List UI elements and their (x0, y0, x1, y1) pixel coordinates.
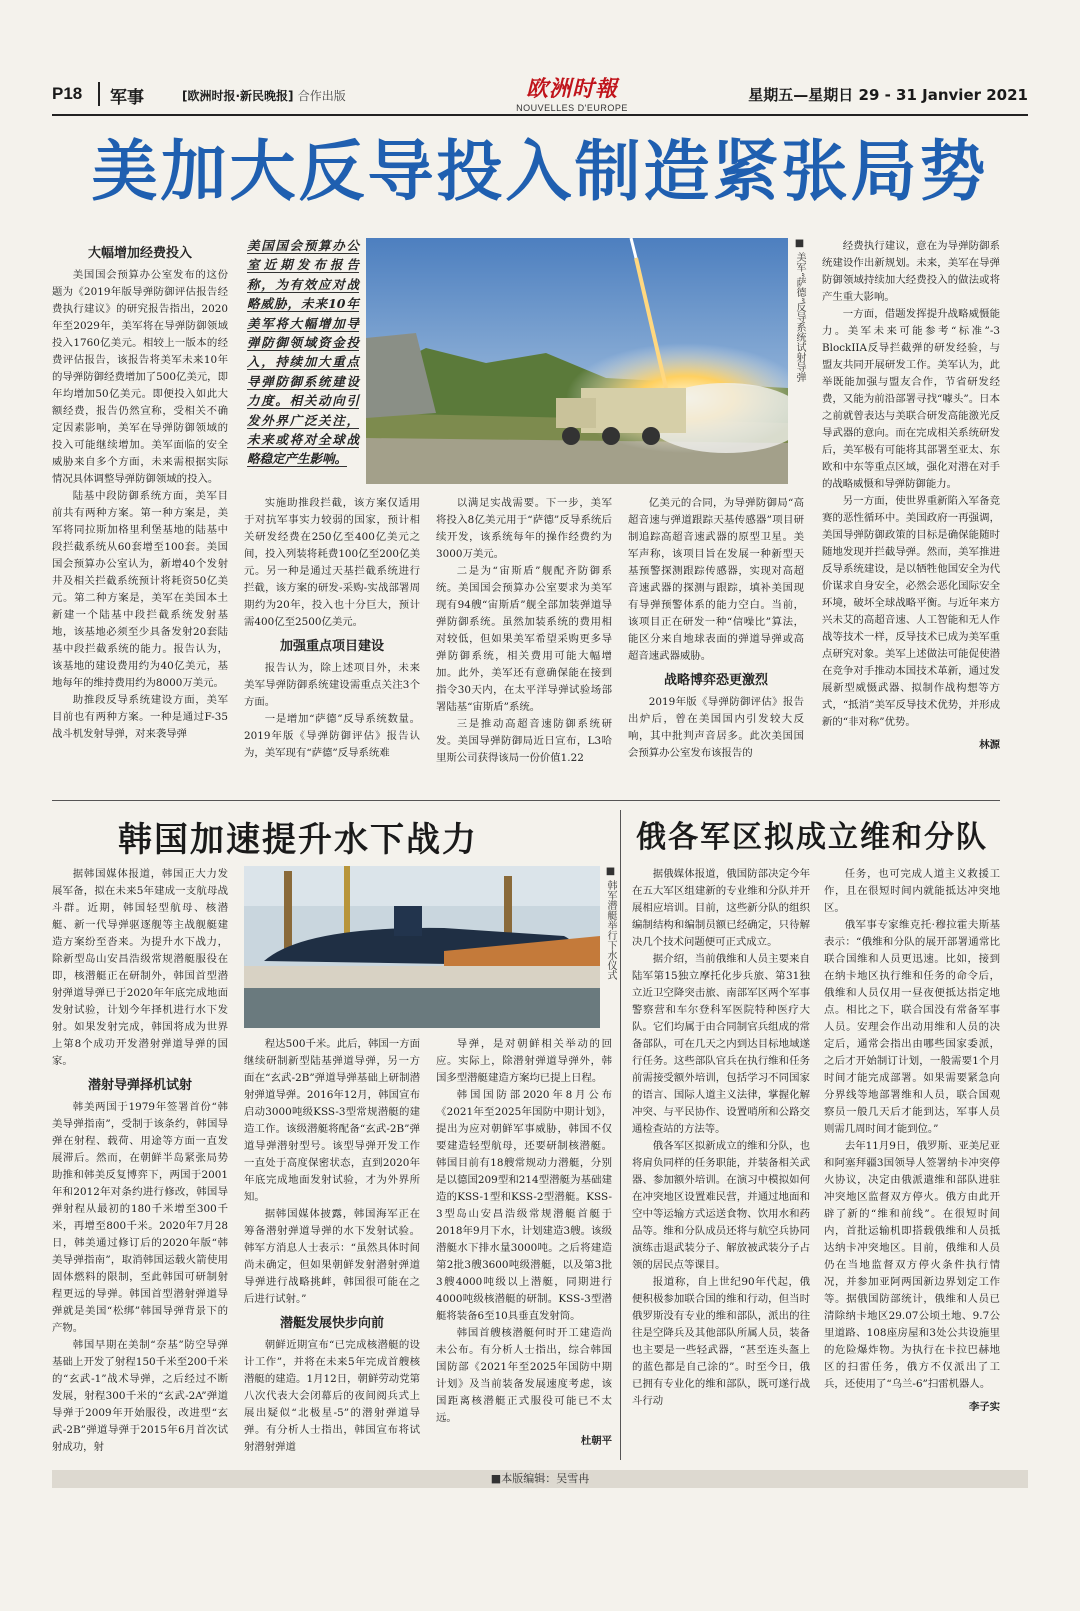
paragraph: 助推段反导系统建设方面，美军目前也有两种方案。一种是通过F-35战斗机发射导弹，对来袭导弹 (52, 694, 228, 740)
article3-column-1 (632, 866, 810, 1458)
paragraph: 一是增加“萨德”反导系统数量。2019年版《导弹防御评估》报告认为，美军现有“萨德”反导系统难 (244, 713, 420, 759)
article3-author: 李子实 (968, 1401, 1000, 1413)
article1-subhead-1: 大幅增加经费投入 (87, 246, 192, 261)
article2-photo-caption: ■ 韩军潜艇举行下水仪式 (605, 866, 616, 981)
paragraph: 俄各军区拟新成立的维和分队，也将肩负同样的任务职能，并装备相关武器、参加额外培训。在演习中模拟如何在冲突地区设置难民营，并通过地面和空中等运输方式运送食物、饮用水和药品等。维和分队成员还将与航空兵协同演练击退武装分子、解放被武装分子占领的居民点等课目。 (632, 1140, 810, 1271)
article1-column-1 (52, 238, 228, 790)
paragraph: 亿美元的合同，为导弹防御局“高超音速与弹道跟踪天基传感器”项目研制追踪高超音速武器的原型卫星。美军声称，该项目旨在发展一种新型天基预警探测跟踪传感器，实现对高超音速武器的探测与跟踪，填补美国现有导弹预警体系的能力空白。当前，该项目正在研发一种“信噪比”算法，能区分来自地球表面的弹道导弹或高超音速武器威胁。 (628, 497, 804, 662)
paragraph: 去年11月9日，俄罗斯、亚美尼亚和阿塞拜疆3国领导人签署纳卡冲突停火协议，决定由俄派遣维和部队进驻冲突地区监督双方停火。俄方由此开辟了新的“维和前线”。在很短时间内，首批运输机即搭载俄维和人员抵达纳卡冲突地区。目前，俄维和人员仍在当地监督双方停火条件执行情况，并参加亚阿两国新边界划定工作等。据俄国防部统计，俄维和人员已清除纳卡地区29.07公顷土地、9.7公里道路、108座房屋和3处公共设施里的危险爆炸物。为执行在卡拉巴赫地区的扫雷任务，俄方不仅派出了工兵，还使用了“乌兰-6”扫雷机器人。 (824, 1140, 1000, 1390)
paragraph: 导弹，是对朝鲜相关举动的回应。实际上，除潜射弹道导弹外，韩国多型潜艇建造方案均已提上日程。 (436, 1038, 612, 1084)
partner-credit (182, 87, 346, 104)
paragraph: 任务，也可完成人道主义救援工作，且在很短时间内就能抵达冲突地区。 (824, 868, 1000, 914)
paragraph: 俄军事专家维克托·穆拉霍夫斯基表示：“俄维和分队的展开部署通常比联合国维和人员更迅速。比如，接到在纳卡地区执行维和任务的命令后，俄维和人员仅用一昼夜便抵达指定地点。相比之下，联合国没有常备军事人员。安理会作出动用维和人员的决定后，通常会指出由哪些国家委派，之后才开始制订计划，一般需要1个月时间才能完成部署。如果需要紧急向分界线等地部署维和人员，联合国观察员一般几天后才能到达，军事人员则需几周时间才能到位。” (824, 919, 1000, 1135)
article1-headline: 美加大反导投入制造紧张局势 (91, 133, 989, 210)
thaad-launch-image (366, 238, 788, 484)
header-divider (98, 82, 100, 106)
paragraph: 二是为“宙斯盾”舰配齐防御系统。美国国会预算办公室要求为美军现有94艘“宙斯盾”舰全部加装弹道导弹防御系统。虽然加装系统的费用相对较低，但如果美军希望采购更多导弹防御系统，相关费用可能大幅增加。此外，美军还有意确保能在接到指令30天内，在太平洋导弹试验场部署陆基“宙斯盾”系统。 (436, 565, 612, 713)
article1-subhead-3: 战略博弈恐更激烈 (663, 673, 768, 688)
paragraph: 据韩国媒体报道，韩国正大力发展军备，拟在未来5年建成一支航母战斗群。近期，韩国轻型航母、核潜艇、新一代导弹驱逐舰等主战舰艇建造方案纷至沓来。为提升水下战力，除新型岛山安昌浩级常规潜艇服役在即，核潜艇正在研制外，韩国首型潜射弹道导弹已于2020年年底完成地面发射试验，计划今年择机进行水下发射。如果发射完成，韩国将成为世界上第8个成功开发潜射弹道导弹的国家。 (52, 868, 228, 1067)
paragraph: 陆基中段防御系统方面，美军目前共有两种方案。第一种方案是，美军将同拉斯加格里利堡基地的陆基中段拦截系统从60套增至100套。美国国会预算办公室认为，新增40个发射井及相关拦截系统预计将耗资50亿美元。第二种方案是，美军在美国本土新建一个陆基中段拦截系统发射基地，该基地必须至少具备发射20套陆基中段拦截系统的能力。报告认为，该基地的建设费用约为40亿美元，基地每年的维持费用约为8000万美元。 (52, 490, 228, 689)
article2-column-1 (52, 866, 228, 1458)
paragraph: 实施助推段拦截，该方案仅适用于对抗军事实力较弱的国家，预计相关研发经费在250亿至400亿美元之间，投入列装将耗费100亿至200亿美元。另一种是通过天基拦截系统进行拦截，该方案的研发-采购-实战部署周期约为20年，投入也十分巨大，预计需400亿至2500亿美元。 (244, 497, 420, 628)
paragraph: 据韩国媒体披露，韩国海军正在筹备潜射弹道导弹的水下发射试验。韩军方消息人士表示：“虽然具体时间尚未确定，但如果朝鲜发射潜射弹道导弹进行战略挑衅，韩国很可能在之后进行试射。” (244, 1208, 420, 1305)
article3-headline: 俄各军区拟成立维和分队 (636, 820, 988, 855)
paragraph: 韩美两国于1979年签署首份“韩美导弹指南”，受制于该条约，韩国导弹在射程、载荷、用途等方面一直发展滞后。然而，在朝鲜半岛紧张局势助推和韩美反复博弈下，两国于2001年和2012年对条约进行修改，韩国导弹射程从最初的180千米增至300千米，再增至800千米。2020年7月28日，韩美通过修订后的2020年版“韩美导弹指南”，取消韩国运载火箭使用固体燃料的限制，至此韩国可研制射程更远的导弹。韩国首型潜射弹道导弹就是美国“松绑”韩国导弹背景下的产物。 (52, 1101, 228, 1334)
coop-label: 合作出版 (297, 89, 346, 103)
article2-column-2 (244, 1036, 420, 1458)
paragraph: 三是推动高超音速防御系统研发。美国导弹防御局近日宣布，L3哈里斯公司获得该局一份价值1.22 (436, 718, 612, 764)
page-header (52, 78, 1028, 116)
article1-photo-caption: ■ 美军“萨德”反导系统试射导弹 (794, 238, 805, 383)
paragraph: 韩国首艘核潜艇何时开工建造尚未公布。有分析人士指出，综合韩国国防部《2021年至2025年国防中期计划》及当前装备发展速度考虑，该国距离核潜艇正式服役可能已不太远。 (436, 1327, 612, 1424)
article1-subhead-2: 加强重点项目建设 (279, 639, 384, 654)
article1-column-5 (822, 238, 1000, 790)
paragraph: 朝鲜近期宣布“已完成核潜艇的设计工作”，并将在未来5年完成首艘核潜艇的建造。1月12日，朝鲜劳动党第八次代表大会闭幕后的夜间阅兵式上展出疑似“北极星-5”的潜射弹道导弹。有分析人士指出，韩国宣布将试射潜射弹道 (244, 1339, 420, 1453)
paragraph: 报道称，自上世纪90年代起，俄便积极参加联合国的维和行动，但当时俄罗斯没有专业的维和部队，派出的往往是空降兵及其他部队所属人员，装备也主要是一些轻武器，“甚至连头盔上的蓝色都是自己涂的”。时至今日，俄已拥有专业化的维和部队，既可遂行战斗行动 (632, 1276, 810, 1407)
article2-author: 杜朝平 (580, 1435, 612, 1447)
paragraph: 韩国国防部2020年8月公布《2021年至2025年国防中期计划》，提出为应对朝鲜军事威胁，韩国不仅要建造轻型航母，还要研制核潜艇。韩国目前有18艘常规动力潜艇，分别是以德国209型和214型潜艇为基础建造的KSS-1型和KSS-2型潜艇。KSS-3型岛山安昌浩级常规潜艇首艇于2018年9月下水，计划建造3艘。该级潜艇水下排水量3000吨。之后将建造第2批3艘3600吨级潜艇，以及第3批3艘4000吨级以上潜艇，同期进行4000吨级核潜艇的研制。KSS-3型潜艇将装备6至10具垂直发射筒。 (436, 1089, 612, 1322)
page-footer: ■本版编辑：吴雪冉 (52, 1470, 1028, 1488)
partner-name: [欧洲时报·新民晚报] (182, 89, 294, 103)
article2-subhead-2: 潜艇发展快步向前 (279, 1316, 384, 1331)
callout-text: 美国国会预算办公室近期发布报告称，为有效应对战略威胁，未来10年美军将大幅增加导弹防御领域资金投入，持续加大重点导弹防御系统建设力度。相关动向引发外界广泛关注，未来或将对全球战略稳定产生影响。 (247, 238, 359, 467)
article1-column-3 (436, 495, 612, 790)
paragraph: 韩国早期在美制“奈基”防空导弹基础上开发了射程150千米至200千米的“玄武-1”战术导弹，之后经过不断发展，射程300千米的“玄武-2A”弹道导弹于2009年开始服役，改进型“玄武-2B”弹道导弹于2015年6月首次试射成功，射 (52, 1339, 228, 1453)
paragraph: 美国国会预算办公室发布的这份题为《2019年版导弹防御评估报告经费执行建议》的研究报告指出，2020年至2029年，美军将在导弹防御领域投入1760亿美元。相较上一版本的经费评估报告，该报告将美军未来10年的导弹防御经费增加了500亿美元，即年均增加50亿美元。即便投入如此大额经费，报告仍然宣称，受相关不确定因素影响，美军在导弹防御领域的投入可能继续增加。美军面临的安全威胁来自多个方面，未来需根据实际情况具体调整导弹防御领域的投入。 (52, 269, 228, 485)
paragraph: 据俄媒体报道，俄国防部决定今年在五大军区组建新的专业维和分队并开展相应培训。目前，这些新分队的组织编制结构和编制员额已经确定，只待解决几个技术问题便可正式成立。 (632, 868, 810, 948)
paragraph: 经费执行建议，意在为导弹防御系统建设作出新规划。未来，美军在导弹防御领域持续加大经费投入的做法或将产生重大影响。 (822, 240, 1000, 303)
paragraph: 2019年版《导弹防御评估》报告出炉后，曾在美国国内引发较大反响，其中批判声音居多。此次美国国会预算办公室发布该报告的 (628, 696, 804, 759)
article3-column-2 (824, 866, 1000, 1458)
article1-callout (247, 236, 359, 469)
masthead-logo (482, 72, 662, 113)
article1-column-2 (244, 495, 420, 790)
paragraph: 程达500千米。此后，韩国一方面继续研制新型陆基弹道导弹，另一方面在“玄武-2B”弹道导弹基础上研制潜射弹道导弹。2016年12月，韩国宣布启动3000吨级KSS-3型常规潜艇的建造工作。该级潜艇将配备“玄武-2B”弹道导弹潜射型号。该型导弹开发工作一直处于高度保密状态，直到2020年年底完成地面发射试验，才为外界所知。 (244, 1038, 420, 1203)
paragraph: 以满足实战需要。下一步，美军将投入8亿美元用于“萨德”反导系统后续开发，该系统每年的操作经费约为3000万美元。 (436, 497, 612, 560)
thaad-launch-photo (366, 238, 788, 484)
submarine-launch-photo (244, 866, 600, 1028)
submarine-launch-image (244, 866, 600, 1028)
paragraph: 据介绍，当前俄维和人员主要来自陆军第15独立摩托化步兵旅、第31独立近卫空降突击旅、南部军区两个军事警察营和车尔登科军医院特种医疗大队。它们均属于由合同制官兵组成的常备部队，可在几天之内到达目标地域遂行任务。这些部队官兵在执行维和任务前需接受额外培训，包括学习不同国家的语言、国际人道主义法律，掌握化解冲突、与平民协作、设置哨所和公路交通检查站的方法等。 (632, 953, 810, 1135)
section-divider (52, 800, 1000, 801)
article1-author: 林源 (979, 739, 1000, 751)
article2-subhead-1: 潜射导弹择机试射 (87, 1078, 192, 1093)
page-number: P18 (52, 84, 83, 103)
section-name: 军事 (110, 88, 144, 108)
paragraph: 一方面，借题发挥提升战略威慑能力。美军未来可能参考“标准”-3 BlockIIA反导拦截弹的研发经验，与盟友共同开展研发工作。美军认为，此举既能加强与盟友合作，节省研发经费，又能为前沿部署寻找“噱头”。日本之前就曾表达与美联合研发高能激光反导武器的意向。而在完成相关系统研发后，美军极有可能将其部署至亚太、东欧和中东等重点区域，强化对潜在对手的战略威慑和导弹防御能力。 (822, 308, 1000, 490)
column-rule (620, 810, 621, 1460)
article2-column-3 (436, 1036, 612, 1458)
paragraph: 另一方面，使世界重新陷入军备竞赛的恶性循环中。美国政府一再强调，美国导弹防御政策的目标是确保能随时随地发现并拦截导弹。然而，美军推进反导系统建设，是以牺牲他国安全为代价谋求自身安全，必然会恶化国际安全环境，破坏全球战略平衡。与近年来方兴未艾的高超音速、人工智能和无人作战等技术一样，反导技术已成为美军重点研究对象。美军上述做法可能促使潜在竞争对手推动本国技术革新，通过发展新型威慑武器、拟制作战构想等方式，“抵消”美军反导技术优势，并形成新的“非对称”优势。 (822, 495, 1000, 728)
paragraph: 报告认为，除上述项目外，未来美军导弹防御系统建设需重点关注3个方面。 (244, 662, 420, 708)
logo-chinese: 欧洲时報 (525, 76, 618, 102)
article2-headline: 韩国加速提升水下战力 (118, 820, 478, 860)
logo-french: NOUVELLES D'EUROPE (516, 103, 628, 113)
article1-column-4 (628, 495, 804, 790)
issue-date: 星期五—星期日 29 - 31 Janvier 2021 (748, 86, 1028, 104)
